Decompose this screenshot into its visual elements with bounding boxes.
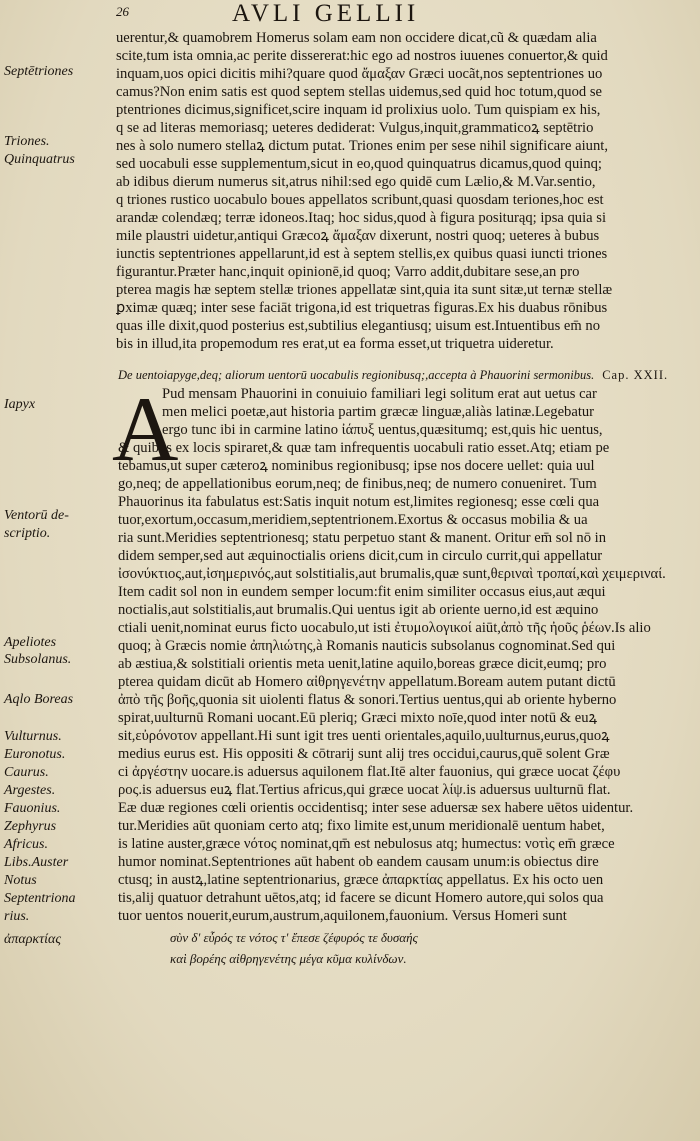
text-line: noctialis,aut solstitialis,aut brumalis.Qui uentus igit ab oriente uerno,id est æquino bbox=[118, 602, 599, 618]
margin-note: Ventorū de- bbox=[4, 508, 69, 523]
text-line: ἰσονύκτιος,aut,ἰσημερινός,aut solstitialis,aut brumalis,quæ sunt,θεριναὶ τροπαί,καὶ χειμεριναί. bbox=[118, 566, 666, 582]
text-line: pterea quidam dicūt ab Homero αἰθρηγενέτην appellatum.Boream autem putant dictū bbox=[118, 674, 616, 690]
text-line: is latine auster,græce νότος nominat,qm̄ est nebulosus atq; humectus: νοτὶς em̄ græce bbox=[118, 836, 615, 852]
text-line: tis,alij quatuor detrahunt uētos,atq; id facere se dicunt Homero autore,qui solos qua bbox=[118, 890, 604, 906]
text-line: figurantur.Præter hanc,inquit opinionē,id quoq; Varro addit,dubitare sese,an pro bbox=[116, 264, 580, 280]
text-line: ꝑximæ quæq; inter sese faciāt trigona,id est triquetras figuras.Ex his duabus rōnibus bbox=[116, 300, 608, 316]
running-head: AVLI GELLII bbox=[232, 0, 420, 27]
text-line: quoq; à Græcis nomie ἀπηλιώτης,à Romanis nauticis subsolanus cognominat.Sed qui bbox=[118, 638, 616, 654]
text-line: humor nominat.Septentriones aūt habent ob eandem causam unum:is obiectus dire bbox=[118, 854, 599, 870]
text-line: Pud mensam Phauorini in conuiuio familiari legi solitum erat aut uetus car bbox=[162, 386, 597, 402]
margin-note: Euronotus. bbox=[4, 747, 66, 762]
margin-note: Septētriones bbox=[4, 64, 74, 79]
margin-note: Zephyrus bbox=[4, 819, 57, 834]
text-line: pterea magis hæ septem stellæ triones appellatæ sint,quia ita sunt sitæ,ut ternæ stellæ bbox=[116, 282, 613, 298]
text-line: camus?Non enim satis est quod septem stellas uidemus,sed quid hoc totum,quod se bbox=[116, 84, 602, 100]
chapter-heading bbox=[118, 368, 678, 383]
text-line: q se ad literas memoriasq; ueteres dediderat: Vulgus,inquit,grammaticoꝝ septētrio bbox=[116, 120, 594, 136]
text-line: inquam,uos opici dicitis mihi?quare quod ἄμαξαν Græci uocãt,nos septentriones uo bbox=[116, 66, 603, 82]
text-line: sed uocabuli esse supplementum,sicut in eo,quod quinquatrus dicamus,quod quinq; bbox=[116, 156, 602, 172]
text-line: mile plaustri uidetur,antiqui Græcoꝝ ἄμαξαν dixerunt, nostri quoq; ueteres à bubus bbox=[116, 228, 600, 244]
verse-line: σὺν δ' εὖρός τε νότος τ' ἔπεσε ζέφυρός τε δυσαής bbox=[170, 930, 418, 945]
text-line: ci ἀργέστην uocare.is aduersus aquilonem flat.Itē alter fauonius, qui græce uocat ζέφυ bbox=[118, 764, 621, 780]
chapter-number: Cap. XXII. bbox=[602, 368, 669, 382]
text-line: tur.Meridies aūt quoniam certo atq; fixo limite est,unum meridionalē uentum habet, bbox=[118, 818, 605, 834]
text-line: medius eurus est. His oppositi & cōtrarij sunt alij tres occidui,caurus,quē solent Græ bbox=[118, 746, 610, 762]
text-line: ctusq; in austꝝ,latine septentrionarius, græce ἀπαρκτίας appellatus. Ex his octo uen bbox=[118, 872, 604, 888]
text-line: q triones rustico uocabulo boues appellatos scribunt,quasi quosdam teriones,hoc est bbox=[116, 192, 604, 208]
margin-note: Quinquatrus bbox=[4, 152, 75, 167]
text-line: bis in illud,ita propemodum res erat,ut ea forma esset,ut triquetra uideretur. bbox=[116, 336, 554, 352]
margin-note: scriptio. bbox=[4, 526, 51, 541]
text-line: quas ille dixit,quod posterius est,subtilius elegantiusq; uisum est.Intuentibus em̄ no bbox=[116, 318, 600, 334]
margin-note: Vulturnus. bbox=[4, 729, 62, 744]
margin-note: Fauonius. bbox=[4, 801, 61, 816]
text-line: ab idibus dierum numerus sit,atrus nihil:sed ego quidē cum Lælio,& M.Var.sentio, bbox=[116, 174, 596, 190]
margin-note: Iapyx bbox=[4, 397, 36, 412]
chapter-title: De uentoiapyge,deq; aliorum uentorū uocabulis regionibusq;,accepta à Phauorini sermonibus. bbox=[118, 368, 595, 382]
text-line: ria sunt.Meridies septentrionesq; statu perpetuo stant & manent. Oritur em̄ sol nō in bbox=[118, 530, 606, 546]
margin-note: Libs.Auster bbox=[4, 855, 69, 870]
margin-note: Argestes. bbox=[4, 783, 56, 798]
margin-note: Septentriona bbox=[4, 891, 76, 906]
text-line: & quibus ex locis spiraret,& quæ tam infrequentis uocabuli ratio esset.Atq; etiam pe bbox=[118, 440, 610, 456]
drop-cap: A bbox=[112, 378, 179, 480]
margin-note: Caurus. bbox=[4, 765, 49, 780]
text-line: men melici poetæ,aut historia partim græcæ linguæ,aliàs latinæ.Legebatur bbox=[162, 404, 595, 420]
text-line: tuor uentos nouerit,eurum,austrum,aquilonem,fauonium. Versus Homeri sunt bbox=[118, 908, 567, 924]
text-line: Phauorinus ita fabulatus est:Satis inquit notum est,limites regionesq; esse cœli qua bbox=[118, 494, 600, 510]
text-line: ρος.is aduersus euꝝ flat.Tertius africus,qui græce uocat λίψ.is aduersus uulturnū flat. bbox=[118, 782, 611, 798]
text-line: go,neq; de appellationibus eorum,neq; de finibus,neq; de numero conueniret. Tum bbox=[118, 476, 597, 492]
margin-note: Notus bbox=[4, 873, 37, 888]
text-line: spirat,uulturnū Romani uocant.Eū pleriq; Græci mixto noīe,quod inter notū & euꝝ bbox=[118, 710, 598, 726]
margin-note: ἀπαρκτίας bbox=[4, 932, 62, 947]
text-line: iunctis septentriones appellarunt,id est à septem stellis,ex quibus quasi iuncti triones bbox=[116, 246, 608, 262]
text-line: Eæ duæ regiones cœli orientis occidentisq; inter sese aduersæ sex habere uētos uidentur. bbox=[118, 800, 634, 816]
text-line: sit,εὐρόνοτον appellant.Hi sunt igit tres uenti orientales,aquilo,uulturnus,eurus,quoꝝ bbox=[118, 728, 610, 744]
margin-note: Africus. bbox=[4, 837, 48, 852]
text-line: didem semper,sed aut æquinoctialis oriens dicit,cum in circulo currit,qui appellatur bbox=[118, 548, 603, 564]
text-line: ptentriones dicimus,significet,scire inquam id prolixius uolo. Tum quispiam ex his, bbox=[116, 102, 601, 118]
page-number: 26 bbox=[116, 4, 129, 19]
margin-note: Triones. bbox=[4, 134, 50, 149]
text-line: tuor,exortum,occasum,meridiem,septentrionem.Exortus & occasus mobilia & ua bbox=[118, 512, 588, 528]
text-line: ἀπὸ τῆς βοῆς,quonia sit uiolenti flatus & sonori.Tertius uentus,qui ab oriente hyberno bbox=[118, 692, 617, 708]
margin-note: Subsolanus. bbox=[4, 652, 72, 667]
margin-note: Apeliotes bbox=[4, 635, 57, 650]
margin-note: Aqlo Boreas bbox=[4, 692, 74, 707]
text-line: arandæ colendæq; terræ idoneos.Itaq; hoc sidus,quod à figura positurąq; ipsa quia si bbox=[116, 210, 607, 226]
text-line: uerentur,& quamobrem Homerus solam eam non occidere dicat,cũ & quædam alia bbox=[116, 30, 597, 46]
text-line: Item cadit sol non in eundem semper locum:fit enim similiter occasus eius,aut æqui bbox=[118, 584, 606, 600]
verse-line: καὶ βορέης αἰθρηγενέτης μέγα κῦμα κυλίνδων. bbox=[170, 951, 407, 966]
text-line: scite,tum ista omnia,ac perite dissererat:hic ego ad nostros iuuenes conuertor,& quid bbox=[116, 48, 608, 64]
text-line: nes à solo numero stellaꝝ dictum putat. Triones enim per sese nihil significare aiunt, bbox=[116, 138, 608, 154]
text-line: ab æstiua,& solstitiali orientis meta uenit,latine aquilo,boreas græce dicit,eumq; pro bbox=[118, 656, 607, 672]
text-line: ergo tunc ibi in carmine latino ἰάπυξ uentus,quæsitumq; est,quis hic uentus, bbox=[162, 422, 603, 438]
text-line: tebamus,ut super cæteroꝝ nominibus regionibusq; ipse nos docere uellet: quia uul bbox=[118, 458, 595, 474]
text-line: ctiali uenit,nominat eurus ficto uocabulo,ut isti ἐτυμολογικοί aiūt,ἀπὸ τῆς ἠοῦς ῥέων.Is alio bbox=[118, 620, 651, 636]
margin-note: rius. bbox=[4, 909, 30, 924]
